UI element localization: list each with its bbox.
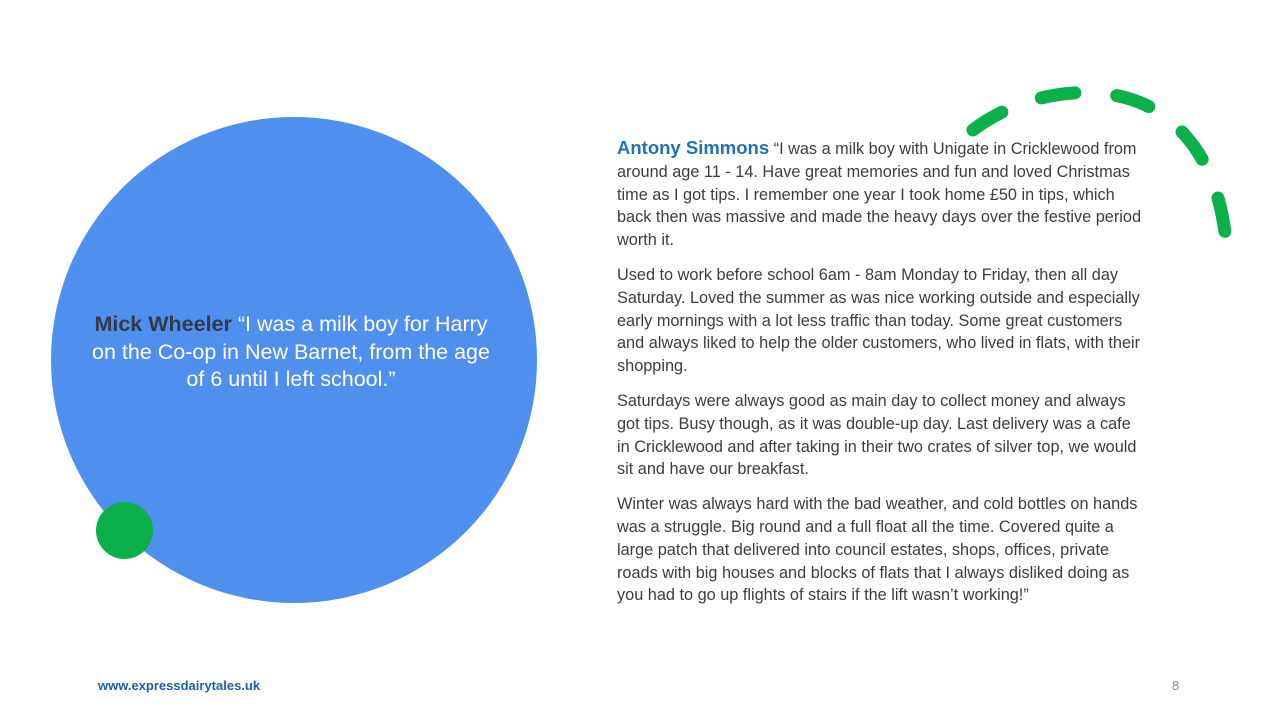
left-quote-text: “I was a milk boy for Harry on the Co-op in New Barnet, from the age of 6 until I left school.”	[92, 312, 490, 391]
left-quote-name: Mick Wheeler	[94, 312, 232, 336]
right-quote	[617, 137, 1147, 619]
green-dot-decoration	[96, 502, 153, 559]
footer-url: www.expressdairytales.uk	[98, 678, 261, 693]
right-quote-paragraph-3: Saturdays were always good as main day to collect money and always got tips. Busy though, as it was double-up day. Last delivery was a cafe in Cricklewood and after taking in their two crates of silver top, we would sit and have our breakfast.	[617, 391, 1137, 479]
page-number: 8	[1172, 678, 1180, 693]
right-quote-paragraph-1-text: “I was a milk boy with Unigate in Cricklewood from around age 11 - 14. Have great memories and fun and loved Christmas time as I got tips. I remember one year I took home £50 in tips, which back then was massive and made the heavy days over the festive period worth it.	[617, 140, 1142, 250]
right-quote-paragraph-4: Winter was always hard with the bad weather, and cold bottles on hands was a struggle. Big round and a full float all the time. Covered quite a large patch that delivered into council estates, shops, offices, private roads with big houses and blocks of flats that I always disliked doing as you had to go up flights of stairs if the lift wasn’t working!”	[617, 495, 1138, 605]
right-quote-name: Antony Simmons	[617, 137, 770, 158]
left-quote	[90, 311, 492, 394]
right-quote-paragraph-1	[617, 137, 1147, 252]
right-quote-paragraph-2: Used to work before school 6am - 8am Monday to Friday, then all day Saturday. Loved the summer as was nice working outside and especially early mornings with a lot less traffic than today. Some great customers and always liked to help the older customers, who lived in flats, with their shopping.	[617, 265, 1141, 376]
